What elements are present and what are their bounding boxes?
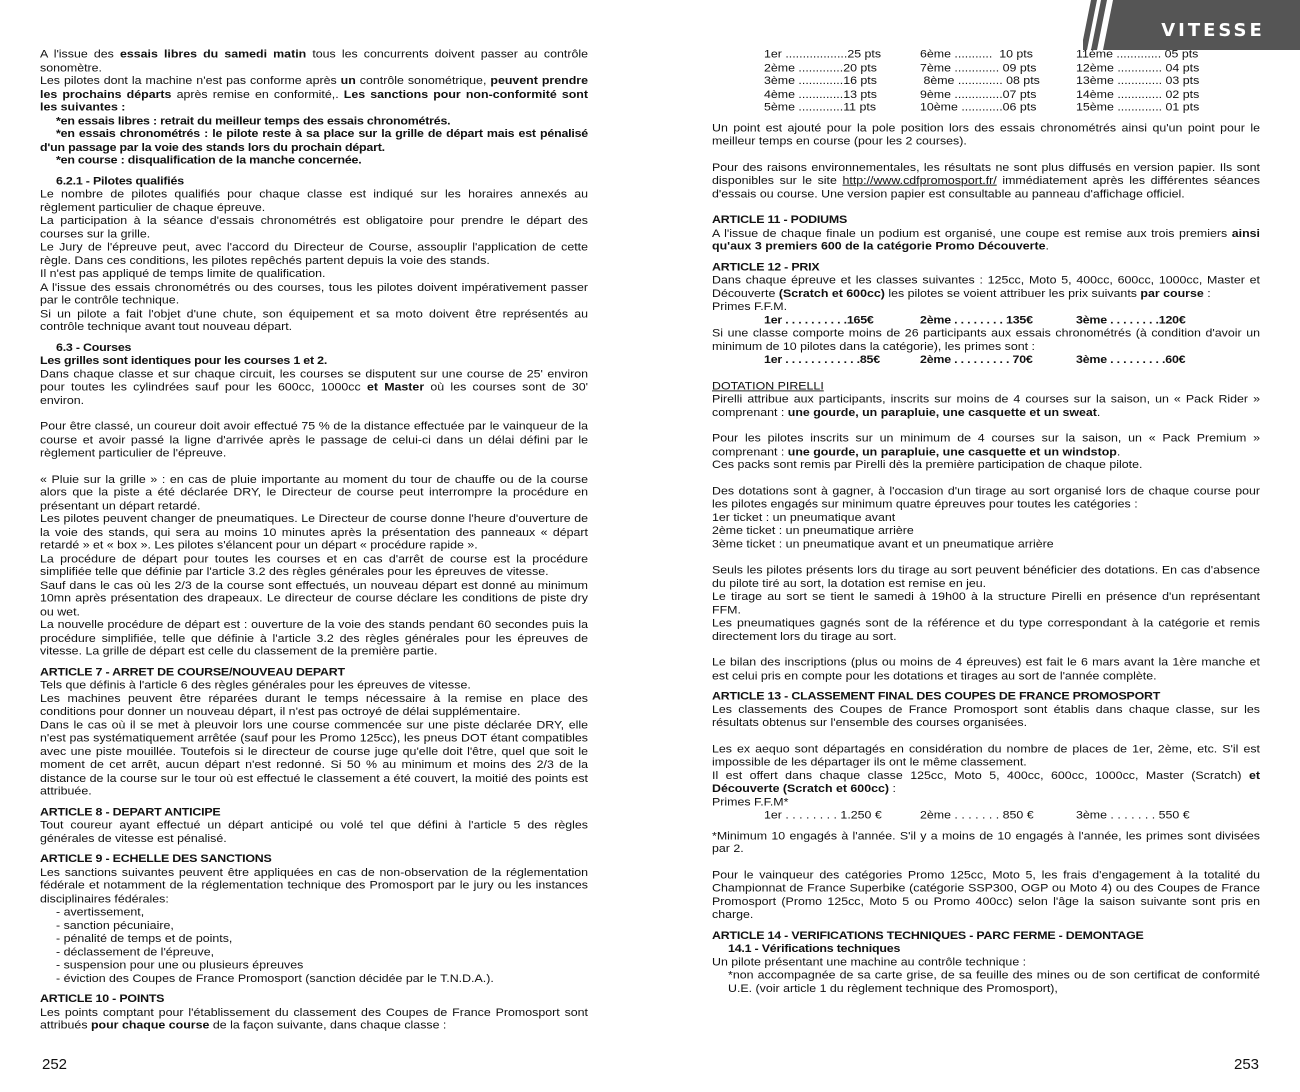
sanction-free-practice: *en essais libres : retrait du meilleur temps des essais chronométrés. xyxy=(56,113,451,127)
article-heading: ARTICLE 11 - PODIUMS xyxy=(712,213,848,226)
table-row: 3ème .............16 pts 8ème ............. 08 pts 13ème ............. 03 pts xyxy=(764,74,1200,87)
paragraph: Pirelli attribue aux participants, inscrits sur moins de 4 courses sur la saison, un « Pack Rider » comprenant : une gourde, un parapluie, une casquette et un sweat. xyxy=(712,392,1260,419)
paragraph: Sauf dans le cas où les 2/3 de la course sont effectués, un nouveau départ est donné au minimum 10mn après présentation des drapeaux. Le directeur de course déclare les conditions de piste dry ou wet. xyxy=(40,578,588,618)
list-item: 1er ticket : un pneumatique avant xyxy=(712,510,896,524)
paragraph: *Minimum 10 engagés à l'année. S'il y a moins de 10 engagés à l'année, les primes sont divisées par 2. xyxy=(712,828,1260,855)
paragraph: Il est offert dans chaque classe 125cc, Moto 5, 400cc, 600cc, 1000cc, Master (Scratch) et Découverte (Scratch et 600cc) : xyxy=(712,768,1260,795)
section-heading: 6.2.1 - Pilotes qualifiés xyxy=(56,174,184,187)
page-number: 253 xyxy=(1234,1056,1260,1073)
paragraph: Un point est ajouté pour la pole position lors des essais chronométrés ainsi qu'un point pour le meilleur temps en course (pour les 2 courses). xyxy=(712,121,1260,148)
article-heading: ARTICLE 13 - CLASSEMENT FINAL DES COUPES DE FRANCE PROMOSPORT xyxy=(712,689,1161,703)
paragraph: Dans chaque épreuve et les classes suivantes : 125cc, Moto 5, 400cc, 600cc, 1000cc, Master et Découverte (Scratch et 600cc) les pilotes se voient attribuer les prix suivants par course : xyxy=(712,273,1260,300)
paragraph: Dans le cas où il se met à pleuvoir lors une course commencée sur une piste déclarée DRY, elle n'est pas systématiquement arrêtée (sauf pour les Promo 125cc), les pneus DOT étant compatibles avec une piste mouillée. Toutefois si le directeur de course juge qu'elle doit l'être, quel que soit le moment de cet arrêt, aucun départ n'est redonné. Si 50 % au minimum et moins des 2/3 de la distance de la course sur le tour où est effectué le classement a été couvert, la moitié des points est attribuée. xyxy=(40,718,588,798)
paragraph: La procédure de départ pour toutes les courses et en cas d'arrêt de course est la procédure simplifiée telle que définie par l'article 3.2 des règles générales pour les épreuves de vitesse. xyxy=(40,551,588,578)
list-item: - déclassement de l'épreuve, xyxy=(56,944,215,958)
page-number: 252 xyxy=(42,1056,68,1073)
right-page xyxy=(712,0,1260,1046)
paragraph: Un pilote présentant une machine au contrôle technique : xyxy=(712,955,1027,968)
paragraph: Des dotations sont à gagner, à l'occasion d'un tirage au sort organisé lors de chaque course pour les pilotes engagés sur minimum quatre épreuves pour toutes les catégories : xyxy=(712,484,1260,511)
paragraph: Le nombre de pilotes qualifiés pour chaque classe est indiqué sur les horaires annexés au règlement particulier de chaque épreuve. xyxy=(40,187,588,214)
paragraph: Si une classe comporte moins de 26 participants aux essais chronométrés (à condition d'avoir un minimum de 10 pilotes dans la catégorie), les primes sont : xyxy=(712,326,1260,353)
article-heading: ARTICLE 14 - VERIFICATIONS TECHNIQUES - PARC FERME - DEMONTAGE xyxy=(712,928,1144,942)
list-item: - suspension pour une ou plusieurs épreuves xyxy=(56,958,304,972)
paragraph: Le Jury de l'épreuve peut, avec l'accord du Directeur de Course, assouplir l'application de cette règle. Dans ces conditions, les pilotes repêchés partent depuis la voie des stands. xyxy=(40,240,588,267)
list-item: - avertissement, xyxy=(56,905,145,918)
paragraph: Les pilotes peuvent changer de pneumatiques. Le Directeur de course donne l'heure d'ouverture de la voie des stands, qui sera au moins 10 minutes après la présentation des panneaux « départ retardé » et « box ». Les pilotes s'élancent pour un départ « procédure rapide ». xyxy=(40,512,588,552)
article-heading: ARTICLE 12 - PRIX xyxy=(712,260,820,273)
points-table xyxy=(712,48,1260,114)
paragraph: Tels que définis à l'article 6 des règles générales pour les épreuves de vitesse. xyxy=(40,678,471,692)
paragraph: Tout coureur ayant effectué un départ anticipé ou volé tel que défini à l'article 5 des règles générales de vitesse est pénalisé. xyxy=(40,818,588,845)
prize-row: 1er . . . . . . . . . .165€ 2ème . . . . . . . . 135€ 3ème . . . . . . . .120€ xyxy=(764,313,1186,326)
list-item: - sanction pécuniaire, xyxy=(56,918,174,932)
paragraph: A l'issue des essais chronométrés ou des courses, tous les pilotes doivent impérativement passer par le contrôle technique. xyxy=(40,280,588,307)
article-heading: ARTICLE 7 - ARRET DE COURSE/NOUVEAU DEPART xyxy=(40,665,345,678)
paragraph: Les points comptant pour l'établissement du classement des Coupes de France Promosport sont attribués pour chaque course de la façon suivante, dans chaque classe : xyxy=(40,1005,588,1032)
paragraph: Le bilan des inscriptions (plus ou moins de 4 épreuves) est fait le 6 mars avant la 1ère manche et est celui pris en compte pour les dotations et tirages au sort de l'année complète. xyxy=(712,655,1260,682)
prize-row: 1er . . . . . . . . . . . .85€ 2ème . . . . . . . . . 70€ 3ème . . . . . . . . .60€ xyxy=(764,352,1186,366)
paragraph: La participation à la séance d'essais chronométrés est obligatoire pour prendre le départ des courses sur la grille. xyxy=(40,213,588,241)
paragraph: Les pneumatiques gagnés sont de la référence et du type correspondant à la catégorie et remis directement lors du tirage au sort. xyxy=(712,616,1260,643)
table-row: 4ème .............13 pts 9ème ..............07 pts 14ème ............. 02 pts xyxy=(764,87,1200,101)
results-website-link[interactable]: http://www.cdfpromosport.fr/ xyxy=(842,173,997,187)
paragraph: Pour être classé, un coureur doit avoir effectué 75 % de la distance effectuée par le vainqueur de la course et avoir passé la ligne d'arrivée après le passage de celui-ci dans un délai défini par le règlement particulier de l'épreuve. xyxy=(40,419,588,459)
paragraph: *non accompagnée de sa carte grise, de sa feuille des mines ou de son certificat de conformité U.E. (voir article 1 du règlement technique des Promosport), xyxy=(728,968,1260,995)
list-item: 3ème ticket : un pneumatique avant et un pneumatique arrière xyxy=(712,537,1054,550)
paragraph: Dans chaque classe et sur chaque circuit, les courses se disputent sur une course de 25' environ pour toutes les cylindrées sauf pour les 600cc, 1000cc et Master où les courses sont de 30' environ. xyxy=(40,367,589,407)
paragraph: Primes F.F.M. xyxy=(712,299,788,313)
list-item: - pénalité de temps et de points, xyxy=(56,931,233,945)
paragraph: Les pilotes dont la machine n'est pas conforme après un contrôle sonométrique, peuvent prendre les prochains départs après remise en conformité,. Les sanctions pour non-conformité sont les suivantes : xyxy=(40,74,588,114)
paragraph: « Pluie sur la grille » : en cas de pluie importante au moment du tour de chauffe ou de la course alors que la piste a été déclarée DRY, le Directeur de course peut interrompre la procédure en présentant un départ retardé. xyxy=(40,472,588,512)
table-row: 1er ..................25 pts 6ème ........... 10 pts 11ème ............. 05 pts xyxy=(764,47,1199,61)
paragraph: Les sanctions suivantes peuvent être appliquées en cas de non-observation de la réglementation fédérale et notamment de la réglementation technique des Promosport par le jury ou les instances disciplinaires fédérales: xyxy=(40,865,588,905)
list-item: - éviction des Coupes de France Promosport (sanction décidée par le T.N.D.A.). xyxy=(56,971,494,985)
article-heading: ARTICLE 10 - POINTS xyxy=(40,992,165,1005)
paragraph: Il n'est pas appliqué de temps limite de qualification. xyxy=(40,266,326,280)
paragraph: Pour des raisons environnementales, les résultats ne sont plus diffusés en version papier. Ils sont disponibles sur le site http://www.cdfpromosport.fr/ immédiatement après les différentes séances d'essais ou course. Une version papier est consultable au panneau d'affichage officiel. xyxy=(712,160,1260,200)
paragraph: Seuls les pilotes présents lors du tirage au sort peuvent bénéficier des dotations. En cas d'absence du pilote tiré au sort, la dotation est remise en jeu. xyxy=(712,563,1260,590)
section-heading: DOTATION PIRELLI xyxy=(712,378,824,392)
paragraph: La nouvelle procédure de départ est : ouverture de la voie des stands pendant 60 secondes puis la procédure simplifiée, telle que définie à l'article 3.2 des règles générales pour les épreuves de vitesse. La grille de départ est celle du classement de la première partie. xyxy=(40,618,588,658)
paragraph: Si un pilote a fait l'objet d'une chute, son équipement et sa moto doivent être représentés au contrôle technique avant tout nouveau départ. xyxy=(40,306,588,333)
sanction-qualifying: *en essais chronométrés : le pilote reste à sa place sur la grille de départ mais est pénalisé d'un passage par la voie des stands lors du prochain départ. xyxy=(40,127,588,154)
article-heading: ARTICLE 9 - ECHELLE DES SANCTIONS xyxy=(40,852,272,865)
paragraph: Ces packs sont remis par Pirelli dès la première participation de chaque pilote. xyxy=(712,458,1143,471)
paragraph: A l'issue de chaque finale un podium est organisé, une coupe est remise aux trois premiers ainsi qu'aux 3 premiers 600 de la catégorie Promo Découverte. xyxy=(712,226,1260,253)
paragraph: Le tirage au sort se tient le samedi à 19h00 à la structure Pirelli en présence d'un représentant FFM. xyxy=(712,589,1260,616)
section-heading: 14.1 - Vérifications techniques xyxy=(728,941,901,955)
table-row: 5ème .............11 pts 10ème ............06 pts 15ème ............. 01 pts xyxy=(764,100,1200,114)
section-heading: 6.3 - Courses xyxy=(56,340,132,354)
paragraph: Les ex aequo sont départagés en considération du nombre de places de 1er, 2ème, etc. S'il est impossible de les départager ils ont le même classement. xyxy=(712,741,1260,769)
paragraph: A l'issue des essais libres du samedi matin tous les concurrents doivent passer au contrôle sonomètre. xyxy=(40,47,588,74)
list-item: 2ème ticket : un pneumatique arrière xyxy=(712,523,914,537)
paragraph: Les machines peuvent être réparées durant le temps nécessaire à la remise en place des conditions pour donner un nouveau départ, il n'est pas octroyé de délai supplémentaire. xyxy=(40,691,588,718)
sanction-race: *en course : disqualification de la manche concernée. xyxy=(56,153,362,167)
section-subheading: Les grilles sont identiques pour les courses 1 et 2. xyxy=(40,353,328,367)
paragraph: Les classements des Coupes de France Promosport sont établis dans chaque classe, sur les résultats obtenus sur l'ensemble des courses organisées. xyxy=(712,702,1260,729)
article-heading: ARTICLE 8 - DEPART ANTICIPE xyxy=(40,805,221,818)
paragraph: Pour le vainqueur des catégories Promo 125cc, Moto 5, les frais d'engagement à la totalité du Championnat de France Superbike (catégorie SSP300, OGP ou Moto 4) ou des Coupes de France Promosport (Promo 125cc, Moto 5 ou Promo 400cc) selon l'âge la saison suivante sont pris en charge. xyxy=(712,868,1260,921)
table-row: 2ème .............20 pts 7ème ............. 09 pts 12ème ............. 04 pts xyxy=(764,60,1200,74)
left-page xyxy=(40,0,588,1046)
prize-row: 1er . . . . . . . . 1.250 € 2ème . . . . . . . 850 € 3ème . . . . . . . 550 € xyxy=(764,808,1190,822)
paragraph: Pour les pilotes inscrits sur un minimum de 4 courses sur la saison, un « Pack Premium » comprenant : une gourde, un parapluie, une casquette et un windstop. xyxy=(712,431,1260,458)
paragraph: Primes F.F.M* xyxy=(712,795,789,808)
section-banner-label: VITESSE xyxy=(1161,20,1265,41)
